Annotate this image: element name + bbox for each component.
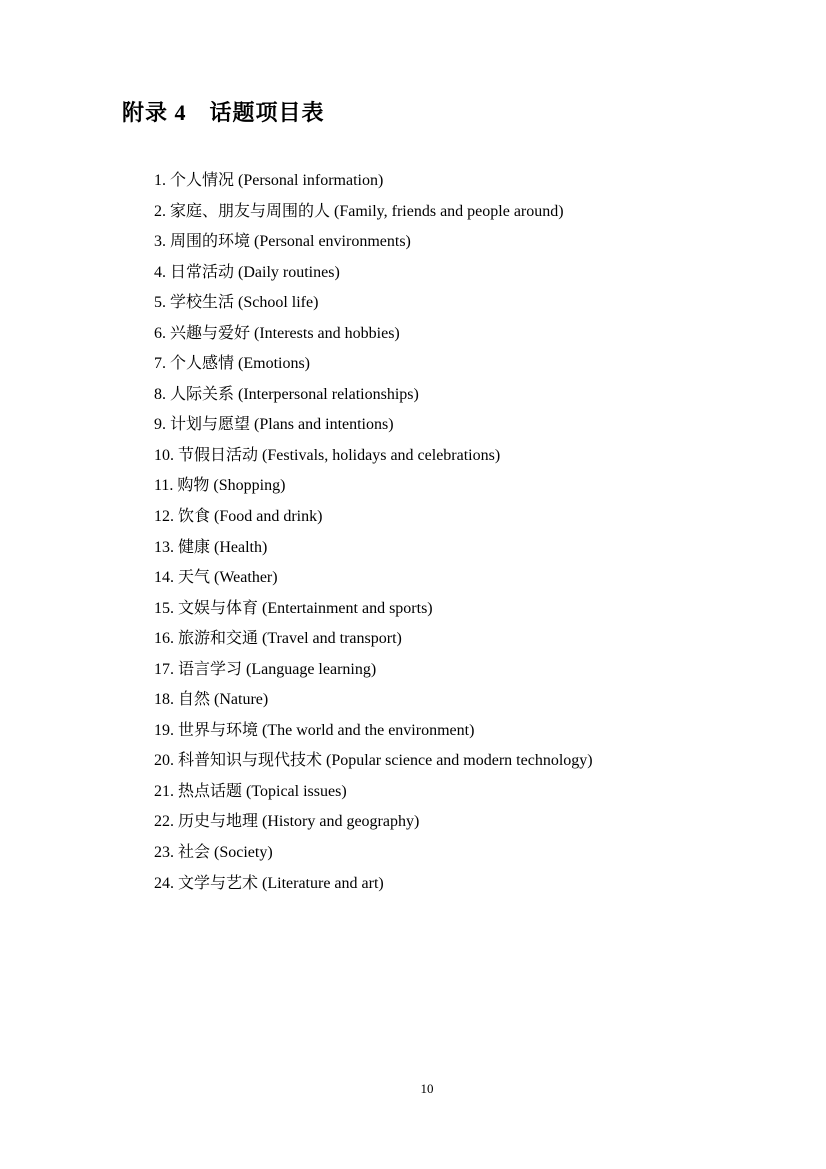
item-chinese: 健康 [174,538,211,556]
item-english: (Emotions) [234,355,311,373]
item-number: 2. [154,202,166,220]
item-chinese: 兴趣与爱好 [166,324,251,342]
item-chinese: 购物 [173,477,210,495]
item-english: (Language learning) [242,660,377,678]
item-number: 8. [154,385,166,403]
list-item [154,746,593,777]
item-chinese: 自然 [174,691,211,709]
list-item [154,166,593,197]
item-number: 23. [154,844,174,862]
item-english: (Festivals, holidays and celebrations) [258,446,501,464]
item-number: 4. [154,263,166,281]
list-item [154,685,593,716]
item-english: (Topical issues) [242,782,347,800]
list-item [154,716,593,747]
list-item [154,563,593,594]
item-number: 22. [154,813,174,831]
item-chinese: 历史与地理 [174,813,259,831]
list-item [154,838,593,869]
item-number: 3. [154,233,166,251]
item-chinese: 饮食 [174,508,211,526]
item-number: 1. [154,172,166,189]
item-chinese: 社会 [174,844,211,862]
item-english: (History and geography) [258,813,420,831]
item-chinese: 学校生活 [166,294,235,312]
item-english: (Nature) [210,691,269,709]
item-chinese: 家庭、朋友与周围的人 [166,202,331,220]
item-chinese: 周围的环境 [166,233,251,251]
list-item [154,624,593,655]
list-item [154,594,593,625]
item-number: 16. [154,630,174,648]
item-number: 12. [154,508,174,526]
item-english: (Entertainment and sports) [258,599,433,617]
item-english: (The world and the environment) [258,721,475,739]
item-english: (Travel and transport) [258,630,402,648]
item-english: (Interests and hobbies) [250,324,400,342]
item-number: 9. [154,416,166,434]
item-number: 17. [154,660,174,678]
item-chinese: 世界与环境 [174,721,259,739]
list-item [154,380,593,411]
item-number: 24. [154,874,174,892]
item-chinese: 科普知识与现代技术 [174,752,323,770]
item-chinese: 个人情况 [166,172,235,189]
item-number: 20. [154,752,174,770]
item-english: (Food and drink) [210,508,323,526]
item-chinese: 文娱与体育 [174,599,259,617]
list-item [154,227,593,258]
item-chinese: 语言学习 [174,660,243,678]
item-english: (Society) [210,844,273,862]
item-english: (Daily routines) [234,263,340,281]
item-number: 18. [154,691,174,709]
list-item [154,197,593,228]
list-item [154,502,593,533]
item-english: (Shopping) [209,477,286,495]
item-number: 11. [154,477,174,495]
list-item [154,410,593,441]
item-english: (Popular science and modern technology) [322,752,593,770]
list-item [154,319,593,350]
list-item [154,869,593,900]
list-item [154,288,593,319]
item-english: (Weather) [210,569,278,587]
item-chinese: 个人感情 [166,355,235,373]
item-chinese: 人际关系 [166,385,235,403]
page-title: 附录 4 话题项目表 [122,100,325,125]
list-item [154,258,593,289]
item-chinese: 日常活动 [166,263,235,281]
item-english: (Interpersonal relationships) [234,385,419,403]
item-english: (School life) [234,294,319,312]
item-number: 13. [154,538,174,556]
item-chinese: 天气 [174,569,211,587]
list-item [154,533,593,564]
item-english: (Plans and intentions) [250,416,394,434]
list-item [154,777,593,808]
topic-list [154,166,593,899]
item-english: (Personal environments) [250,233,411,251]
item-chinese: 计划与愿望 [166,416,251,434]
list-item [154,807,593,838]
item-number: 15. [154,599,174,617]
item-english: (Personal information) [234,172,384,189]
item-number: 14. [154,569,174,587]
list-item [154,441,593,472]
item-chinese: 文学与艺术 [174,874,259,892]
list-item [154,655,593,686]
item-chinese: 旅游和交通 [174,630,259,648]
item-number: 19. [154,721,174,739]
item-number: 5. [154,294,166,312]
item-number: 7. [154,355,166,373]
item-english: (Health) [210,538,268,556]
item-chinese: 节假日活动 [174,446,259,464]
item-number: 10. [154,446,174,464]
item-number: 6. [154,324,166,342]
page-number: 10 [420,1081,434,1096]
item-chinese: 热点话题 [174,782,243,800]
list-item [154,349,593,380]
list-item [154,471,593,502]
item-english: (Family, friends and people around) [330,202,564,220]
item-english: (Literature and art) [258,874,384,892]
item-number: 21. [154,782,174,800]
